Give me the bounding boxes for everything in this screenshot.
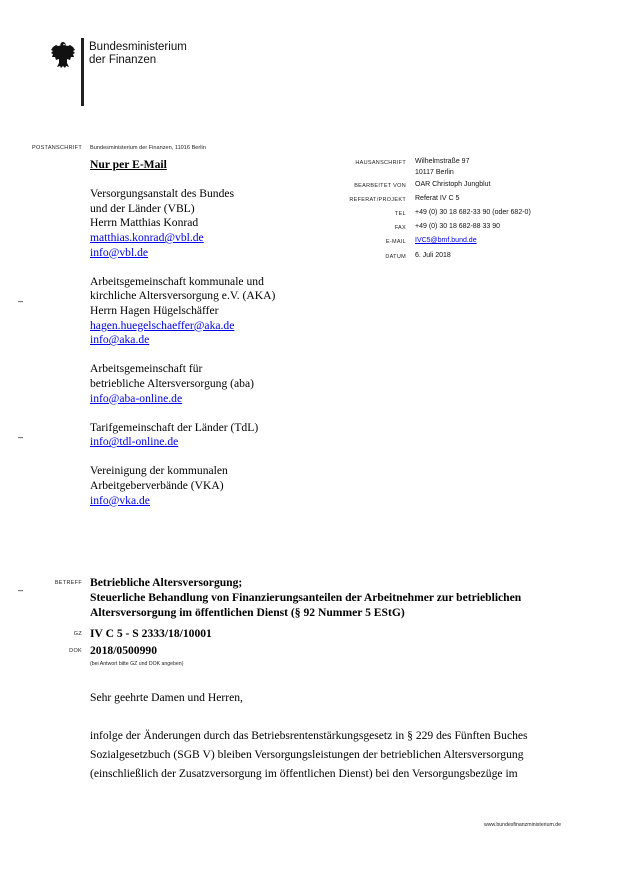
dok-value: 2018/0500990: [90, 644, 157, 657]
bearbeitet-value: OAR Christoph Jungblut: [415, 181, 491, 188]
recipient-line: Versorgungsanstalt des Bundes: [90, 187, 235, 201]
body-line: Sozialgesetzbuch (SGB V) bleiben Versorgungsleistungen der betrieblichen Altersversorgung: [90, 748, 524, 761]
letter-body: [90, 726, 610, 783]
betreff-line2: Steuerliche Behandlung von Finanzierungsanteilen der Arbeitnehmer zur betrieblichen: [90, 590, 522, 604]
recipient-line: Arbeitsgemeinschaft kommunale und: [90, 274, 264, 288]
recipient-line: Arbeitgeberverbände (VKA): [90, 479, 224, 493]
tel-label: TEL: [395, 211, 406, 217]
fax-label: FAX: [394, 225, 406, 231]
dok-note: (bei Antwort bitte GZ und DOK angeben): [90, 661, 184, 667]
hausanschrift-line1: Wilhelmstraße 97: [415, 158, 470, 165]
recipient-line: und der Länder (VBL): [90, 201, 195, 215]
body-line: infolge der Änderungen durch das Betriebsrentenstärkungsgesetz in § 229 des Fünften Buches: [90, 729, 528, 742]
salutation: Sehr geehrte Damen und Herren,: [90, 691, 243, 704]
logo-line2: der Finanzen: [89, 54, 157, 66]
recipient-line: kirchliche Altersversorgung e.V. (AKA): [90, 289, 276, 303]
email-link[interactable]: info@vbl.de: [90, 245, 149, 259]
betreff-line1: Betriebliche Altersversorgung;: [90, 576, 243, 589]
fold-mark: –: [18, 432, 24, 442]
referat-value: Referat IV C 5: [415, 195, 460, 202]
referat-label: REFERAT/PROJEKT: [349, 197, 406, 203]
fold-mark: –: [18, 585, 24, 595]
email-link[interactable]: info@aka.de: [90, 333, 150, 347]
gz-label: GZ: [73, 631, 82, 637]
delivery-heading: Nur per E-Mail: [90, 158, 167, 171]
postanschrift-label: POSTANSCHRIFT: [32, 145, 82, 151]
recipient-aba: [90, 362, 340, 406]
postanschrift-value: Bundesministerium der Finanzen, 11016 Berlin: [90, 145, 206, 151]
dok-label: DOK: [69, 648, 82, 654]
email-link[interactable]: matthias.konrad@vbl.de: [90, 230, 204, 244]
email-link[interactable]: info@tdl-online.de: [90, 435, 179, 449]
recipient-tdl: [90, 421, 340, 450]
recipient-line: Tarifgemeinschaft der Länder (TdL): [90, 420, 259, 434]
email-link[interactable]: hagen.huegelschaeffer@aka.de: [90, 318, 235, 332]
body-line: (einschließlich der Zusatzversorgung im öffentlichen Dienst) bei den Versorgungsbezüge im: [90, 767, 518, 780]
recipient-vbl: [90, 187, 340, 260]
datum-value: 6. Juli 2018: [415, 252, 451, 259]
sender-email-link[interactable]: IVC5@bmf.bund.de: [415, 237, 477, 244]
recipient-line: Herrn Hagen Hügelschäffer: [90, 303, 219, 317]
bearbeitet-label: BEARBEITET VON: [354, 183, 406, 189]
fold-mark: –: [18, 296, 24, 306]
logo-divider: [81, 38, 84, 106]
recipient-line: Arbeitsgemeinschaft für: [90, 362, 203, 376]
bmf-logo: [48, 38, 248, 108]
recipient-line: betriebliche Altersversorgung (aba): [90, 376, 254, 390]
fax-value: +49 (0) 30 18 682-88 33 90: [415, 223, 501, 230]
betreff-block: [90, 576, 610, 620]
email-link[interactable]: info@aba-online.de: [90, 391, 183, 405]
federal-eagle-icon: [50, 40, 76, 70]
recipient-aka: [90, 275, 340, 348]
hausanschrift-label: HAUSANSCHRIFT: [355, 160, 406, 166]
recipient-line: Herrn Matthias Konrad: [90, 216, 199, 230]
hausanschrift-line2: 10117 Berlin: [415, 169, 454, 176]
gz-value: IV C 5 - S 2333/18/10001: [90, 627, 212, 640]
recipient-line: Vereinigung der kommunalen: [90, 464, 228, 478]
datum-label: DATUM: [385, 254, 406, 260]
footer-url: www.bundesfinanzministerium.de: [484, 822, 561, 828]
recipients-block: [90, 158, 340, 508]
betreff-label: BETREFF: [54, 580, 82, 586]
logo-line1: Bundesministerium: [89, 41, 187, 53]
email-label: E-MAIL: [385, 239, 406, 245]
email-link[interactable]: info@vka.de: [90, 493, 150, 507]
recipient-vka: [90, 464, 340, 508]
tel-value: +49 (0) 30 18 682-33 90 (oder 682-0): [415, 209, 531, 216]
betreff-line3: Altersversorgung im öffentlichen Dienst (§ 92 Nummer 5 EStG): [90, 605, 405, 619]
